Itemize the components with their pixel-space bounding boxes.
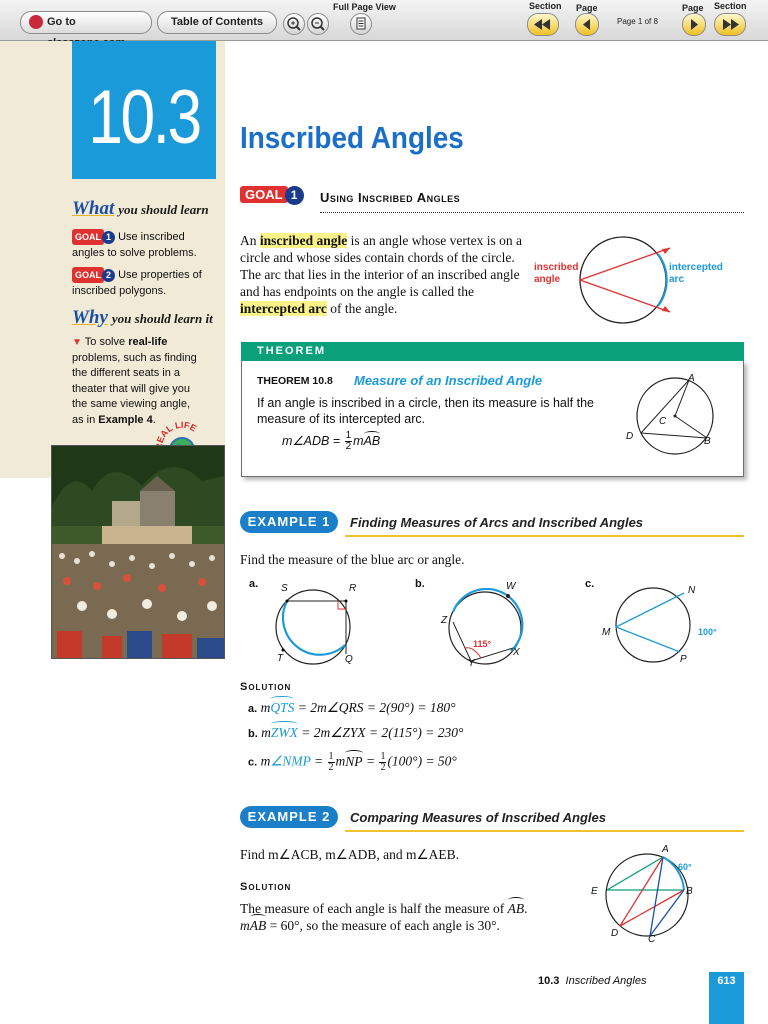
page-number: 613: [717, 975, 736, 987]
arc-label: 100°: [698, 627, 717, 637]
point-label: A: [688, 373, 695, 384]
goal-badge: GOAL: [72, 267, 104, 283]
next-section-icon[interactable]: [714, 13, 746, 36]
fraction: [328, 752, 335, 773]
angle-label: 115°: [473, 639, 492, 649]
top-toolbar: [0, 0, 768, 41]
zoom-out-icon[interactable]: [307, 13, 329, 35]
example-2-solution: [240, 900, 580, 934]
example-2-badge: EXAMPLE 2: [240, 806, 338, 828]
formula-arc: AB: [363, 433, 381, 448]
math: = 2m∠ZYX = 2(115°) = 230°: [297, 725, 464, 740]
frac-num: 1: [328, 751, 334, 762]
theorem-number: THEOREM 10.8: [257, 375, 333, 387]
why-line: theater that will give you: [72, 382, 191, 395]
real-life-label: EAL LIFE: [154, 420, 199, 445]
intro-text: An: [240, 233, 260, 248]
solution-part-label: b.: [248, 728, 258, 740]
math-arc: AB: [507, 901, 525, 916]
triangle-bullet-icon: ▼: [72, 337, 82, 348]
solution-text: = 60°, so the measure of each angle is 30°.: [266, 918, 500, 933]
point-label: S: [281, 583, 288, 594]
point-label: T: [277, 653, 284, 664]
point-label: Y: [468, 658, 475, 669]
why-line: problems, such as finding: [72, 351, 197, 364]
intro-text: is an angle whose vertex is on a circle and whose sides contain chords of the circle. The arc that lies in the interior of an inscribed angle and has endpoints on the angle is called the: [240, 233, 522, 299]
formula-text: m∠ADB =: [282, 433, 344, 448]
solution-label: Solution: [240, 881, 292, 893]
figure-label: angle: [534, 274, 561, 285]
goal-1-text-first: Use inscribed: [118, 231, 185, 243]
figure-b: [445, 588, 535, 668]
math: m: [260, 700, 271, 715]
term-intercepted-arc: intercepted arc: [240, 301, 327, 316]
point-label: Q: [345, 654, 353, 665]
point-label: W: [506, 581, 516, 592]
page-forward-label: Page: [682, 3, 704, 13]
figure-c: [610, 585, 700, 665]
footer-section: 10.3: [538, 975, 560, 987]
point-label: R: [349, 583, 357, 594]
example-1-rule: [345, 535, 744, 537]
theorem-bar: [241, 342, 744, 361]
fraction: [345, 431, 353, 452]
frac-den: 2: [328, 762, 334, 773]
example-2-rule: [345, 830, 744, 832]
theorem-figure: [627, 371, 737, 466]
goal-2-text-first: Use properties of: [118, 269, 202, 281]
why-word: Why: [72, 307, 108, 328]
why-line: the same viewing angle,: [72, 398, 191, 410]
goal-number: 1: [285, 186, 304, 205]
part-c-label: c.: [585, 578, 595, 590]
formula-text: m: [353, 433, 364, 448]
theorem-statement: If an angle is inscribed in a circle, then its measure is half the measure of its intercepted arc.: [257, 396, 594, 426]
point-label: D: [611, 928, 619, 939]
table-of-contents-button[interactable]: [157, 11, 277, 34]
math-arc: QTS: [270, 700, 295, 715]
goal-1-heading-badge: [240, 186, 304, 205]
intro-text: of the angle.: [326, 301, 398, 316]
page-indicator: Page 1 of 8: [617, 17, 658, 26]
theater-photo: [51, 445, 225, 659]
goal-1-sidebar: [72, 229, 222, 261]
why-line: .: [152, 413, 156, 426]
figure-label: arc: [669, 274, 685, 285]
goal-number: 2: [102, 269, 115, 282]
math: m: [261, 725, 271, 740]
solution-part-label: c.: [248, 756, 258, 769]
point-label: N: [688, 585, 696, 596]
arc-label: 60°: [678, 862, 692, 872]
math: = 2m∠QRS = 2(90°) = 180°: [294, 700, 456, 715]
solution-text: .: [524, 901, 528, 916]
solution-a: [248, 699, 456, 718]
goal-2-text-rest: inscribed polygons.: [72, 285, 167, 297]
solution-part-label: a.: [248, 703, 258, 715]
solution-label: Solution: [240, 681, 292, 693]
goal-1-text-rest: angles to solve problems.: [72, 247, 197, 259]
figure-label: inscribed: [534, 262, 579, 273]
goal-badge: GOAL: [240, 186, 288, 203]
section-number: 10.3: [88, 75, 200, 160]
frac-den: 2: [345, 441, 352, 452]
goal-divider: [320, 212, 744, 213]
intro-paragraph: [240, 232, 530, 317]
section-back-label: Section: [529, 1, 562, 11]
part-b-label: b.: [415, 578, 425, 590]
part-a-label: a.: [249, 578, 259, 590]
why-line: as in: [72, 413, 99, 426]
math: (100°) = 50°: [387, 753, 457, 769]
point-label: M: [602, 627, 611, 638]
what-rest: you should learn: [118, 202, 209, 217]
why-line: the different seats in a: [72, 367, 181, 379]
point-label: P: [680, 654, 687, 665]
why-rest: you should learn it: [111, 311, 213, 326]
goal-2-sidebar: [72, 267, 222, 299]
figure-label: intercepted: [669, 262, 723, 273]
term-inscribed-angle: inscribed angle: [259, 233, 348, 248]
point-label: C: [648, 934, 656, 945]
math: =: [310, 753, 327, 769]
page-number-tab: [709, 972, 744, 1024]
next-page-icon[interactable]: [682, 13, 706, 36]
page-title: Inscribed Angles: [240, 120, 464, 155]
frac-num: 1: [380, 751, 386, 762]
section-forward-label: Section: [714, 1, 747, 11]
solution-text: The measure of each angle is half the measure of: [240, 901, 508, 916]
math: =: [362, 753, 379, 769]
point-label: X: [513, 647, 520, 658]
why-text: [72, 335, 222, 428]
goal-badge: GOAL: [72, 229, 104, 245]
goal-number: 1: [102, 231, 115, 244]
theorem-formula: [282, 431, 380, 452]
goto-classzone-label: Go to: [47, 16, 76, 28]
math: ∠NMP: [270, 753, 311, 769]
theorem-name: Measure of an Inscribed Angle: [354, 373, 543, 388]
intercepted-arc-label: [669, 262, 723, 286]
example-1-prompt: Find the measure of the blue arc or angle.: [240, 552, 465, 567]
theorem-box: [241, 361, 744, 477]
math: m: [335, 753, 346, 769]
footer-title: Inscribed Angles: [565, 975, 647, 987]
frac-num: 1: [345, 430, 352, 441]
footer-text: [538, 975, 646, 987]
example-1-badge: EXAMPLE 1: [240, 511, 338, 533]
inscribed-angle-label: [534, 262, 578, 286]
example-1-title: Finding Measures of Arcs and Inscribed Angles: [350, 515, 644, 530]
theorem-bar-label: THEOREM: [257, 345, 326, 357]
example-2-title: Comparing Measures of Inscribed Angles: [350, 810, 606, 825]
solution-b: [248, 724, 463, 743]
point-label: B: [704, 436, 711, 447]
why-line: To solve: [84, 336, 129, 348]
math-arc: NP: [345, 753, 363, 769]
point-label: C: [659, 416, 667, 427]
why-heading: [72, 307, 222, 329]
what-heading: [72, 198, 222, 220]
goal-1-heading: Using Inscribed Angles: [320, 190, 461, 205]
page-back-label: Page: [576, 3, 598, 13]
point-label: Z: [441, 615, 448, 626]
zoom-in-icon[interactable]: [283, 13, 305, 35]
what-word: What: [72, 198, 115, 219]
why-line: real-life: [128, 336, 168, 348]
point-label: A: [662, 844, 669, 855]
math: m: [260, 753, 271, 769]
example-2-prompt: Find m∠ACB, m∠ADB, and m∠AEB.: [240, 847, 459, 862]
classzone-logo-icon: [29, 15, 43, 29]
previous-section-icon[interactable]: [527, 13, 559, 36]
math-arc: AB: [249, 918, 267, 933]
previous-page-icon[interactable]: [575, 13, 599, 36]
point-label: E: [591, 886, 598, 897]
math: m: [240, 918, 250, 933]
point-label: B: [686, 886, 693, 897]
frac-den: 2: [380, 762, 386, 773]
fraction: [379, 752, 386, 773]
goto-classzone-button[interactable]: [20, 11, 152, 34]
toc-label: Table of Contents: [170, 16, 264, 28]
math-arc: ZWX: [270, 725, 298, 740]
full-page-view-icon[interactable]: [350, 13, 372, 35]
why-line: Example 4: [98, 413, 153, 426]
full-page-view-label: Full Page View: [333, 2, 396, 12]
point-label: D: [626, 431, 634, 442]
solution-c: [248, 752, 457, 773]
